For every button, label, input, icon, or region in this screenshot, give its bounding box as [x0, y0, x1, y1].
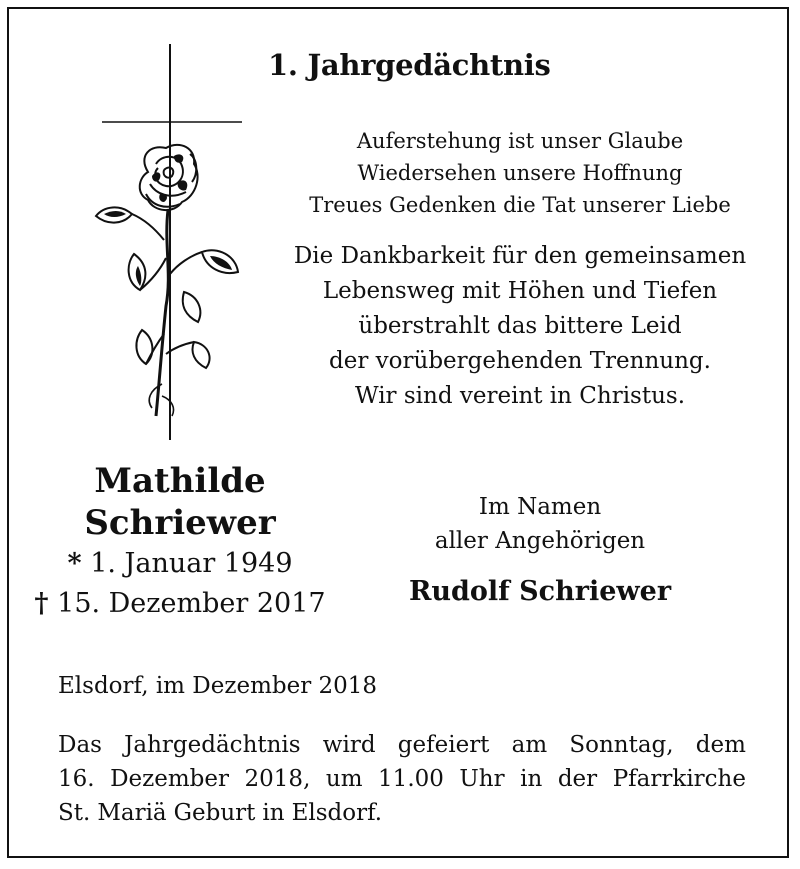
- place-date: Elsdorf, im Dezember 2018: [58, 673, 378, 699]
- motto-line: Auferstehung ist unser Glaube: [356, 129, 684, 153]
- gratitude-line: der vorübergehenden Trennung.: [329, 348, 711, 374]
- gratitude-line: Lebensweg mit Höhen und Tiefen: [322, 278, 718, 304]
- service-word: Das: [58, 732, 102, 758]
- service-word: Pfarrkirche: [612, 766, 746, 792]
- birth-date-line: [20, 544, 340, 584]
- service-word: dem: [695, 732, 746, 758]
- deceased-last-name: Schriewer: [84, 503, 276, 543]
- motto-line: Treues Gedenken die Tat unserer Liebe: [309, 193, 731, 217]
- death-date: 15. Dezember 2017: [57, 588, 326, 619]
- service-word: gefeiert: [397, 732, 490, 758]
- service-word: in: [262, 800, 285, 826]
- service-word: Uhr: [459, 766, 505, 792]
- signer-name: Rudolf Schriewer: [408, 576, 672, 607]
- birth-date: 1. Januar 1949: [90, 548, 293, 579]
- page-title: 1. Jahrgedächtnis: [268, 48, 551, 82]
- service-word: um: [325, 766, 363, 792]
- motto-line: Wiedersehen unsere Hoffnung: [357, 161, 683, 185]
- service-word: am: [511, 732, 548, 758]
- service-word: 16.: [58, 766, 95, 792]
- death-symbol: †: [34, 588, 49, 619]
- service-line-2: [58, 762, 746, 796]
- death-date-line: [20, 584, 340, 624]
- service-word: der: [557, 766, 598, 792]
- service-word: 2018,: [244, 766, 311, 792]
- service-word: Geburt: [173, 800, 256, 826]
- deceased-first-name: Mathilde: [94, 461, 266, 501]
- family-line-2: aller Angehörigen: [434, 528, 646, 554]
- service-word: Jahrgedächtnis: [124, 732, 301, 758]
- service-word: Sonntag,: [569, 732, 674, 758]
- family-line-1: Im Namen: [478, 494, 602, 520]
- service-notice: [58, 728, 746, 830]
- service-word: Dezember: [110, 766, 230, 792]
- service-line-1: [58, 728, 746, 762]
- birth-symbol: *: [67, 548, 82, 579]
- motto-verse: [260, 125, 780, 221]
- service-line-3: [58, 796, 746, 830]
- service-word: Mariä: [97, 800, 167, 826]
- gratitude-line: Die Dankbarkeit für den gemeinsamen: [293, 243, 747, 269]
- deceased-block: [20, 460, 340, 624]
- service-word: St.: [58, 800, 91, 826]
- service-word: 11.00: [378, 766, 444, 792]
- service-word: wird: [322, 732, 376, 758]
- service-word: in: [520, 766, 543, 792]
- gratitude-line: Wir sind vereint in Christus.: [354, 383, 686, 409]
- gratitude-line: überstrahlt das bittere Leid: [358, 313, 682, 339]
- family-block: [330, 490, 750, 612]
- cross-with-rose-icon: [90, 44, 250, 444]
- service-word: Elsdorf.: [291, 800, 383, 826]
- gratitude-text: [260, 239, 780, 414]
